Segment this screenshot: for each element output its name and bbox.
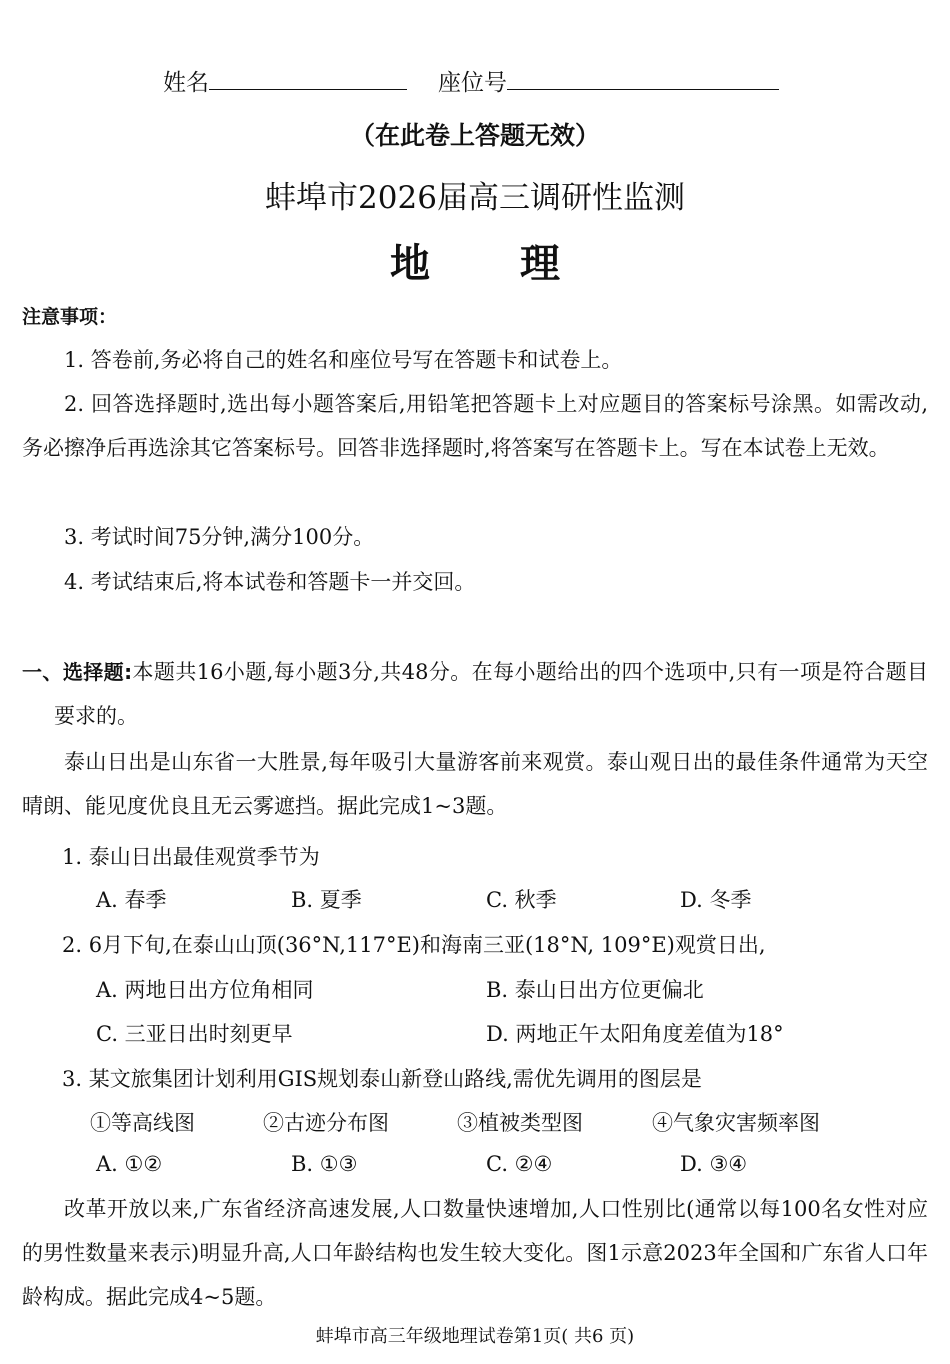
name-field: [163, 64, 407, 97]
q3-option-c[interactable]: C. ②④: [486, 1152, 553, 1176]
q3-option-a[interactable]: A. ①②: [96, 1152, 163, 1176]
seat-label: 座位号: [438, 70, 507, 96]
notes-heading: 注意事项：: [22, 306, 118, 328]
q1-option-c[interactable]: C. 秋季: [486, 888, 557, 912]
subject-char-2: 理: [520, 241, 560, 287]
seat-blank-line[interactable]: [507, 67, 779, 90]
q3-layer-2: ②古迹分布图: [263, 1111, 389, 1135]
section1-description: 本题共16小题,每小题3分,共48分。在每小题给出的四个选项中,只有一项是符合题目要求的。: [54, 660, 929, 728]
q1-option-b[interactable]: B. 夏季: [291, 888, 362, 912]
q3-layer-1: ①等高线图: [90, 1111, 195, 1135]
name-label: 姓名: [163, 70, 209, 96]
q2-option-a[interactable]: A. 两地日出方位角相同: [96, 978, 314, 1002]
section1-heading: 一、选择题:: [22, 660, 133, 684]
invalid-note: （在此卷上答题无效）: [349, 121, 600, 150]
material-1: 泰山日出是山东省一大胜景,每年吸引大量游客前来观赏。泰山观日出的最佳条件通常为天空晴朗、能见度优良且无云雾遮挡。据此完成1~3题。: [22, 750, 928, 818]
exam-title: 蚌埠市2026届高三调研性监测: [265, 180, 685, 216]
q1-option-a[interactable]: A. 春季: [96, 888, 167, 912]
q3-option-d[interactable]: D. ③④: [680, 1152, 748, 1176]
q3-stem: 3. 某文旅集团计划利用GIS规划泰山新登山路线,需优先调用的图层是: [62, 1067, 702, 1091]
material-2: 改革开放以来,广东省经济高速发展,人口数量快速增加,人口性别比(通常以每100名女性对应的男性数量来表示)明显升高,人口年龄结构也发生较大变化。图1示意2023年全国和广东省人口年龄构成。据此完成4~5题。: [22, 1197, 928, 1309]
note-item-2: 2. 回答选择题时,选出每小题答案后,用铅笔把答题卡上对应题目的答案标号涂黑。如需改动,务必擦净后再选涂其它答案标号。回答非选择题时,将答案写在答题卡上。写在本试卷上无效。: [22, 392, 928, 460]
seat-field: [438, 64, 779, 97]
q3-layer-3: ③植被类型图: [457, 1111, 583, 1135]
name-blank-line[interactable]: [209, 67, 407, 90]
q2-stem: 2. 6月下旬,在泰山山顶(36°N,117°E)和海南三亚(18°N, 109°E)观赏日出,: [62, 933, 766, 957]
q1-stem: 1. 泰山日出最佳观赏季节为: [62, 845, 320, 869]
q2-option-b[interactable]: B. 泰山日出方位更偏北: [486, 978, 704, 1002]
q3-option-b[interactable]: B. ①③: [291, 1152, 358, 1176]
q1-option-d[interactable]: D. 冬季: [680, 888, 752, 912]
page-footer: 蚌埠市高三年级地理试卷第1页( 共6 页): [315, 1326, 635, 1347]
section1-intro: [22, 650, 928, 738]
q2-option-c[interactable]: C. 三亚日出时刻更早: [96, 1022, 293, 1046]
note-item-3: 3. 考试时间75分钟,满分100分。: [64, 525, 375, 549]
q3-layer-4: ④气象灾害频率图: [652, 1111, 820, 1135]
subject-char-1: 地: [390, 241, 430, 287]
note-item-4: 4. 考试结束后,将本试卷和答题卡一并交回。: [64, 570, 476, 594]
subject-title: [0, 232, 950, 289]
note-item-1: 1. 答卷前,务必将自己的姓名和座位号写在答题卡和试卷上。: [64, 348, 623, 372]
q2-option-d[interactable]: D. 两地正午太阳角度差值为18°: [486, 1022, 784, 1046]
